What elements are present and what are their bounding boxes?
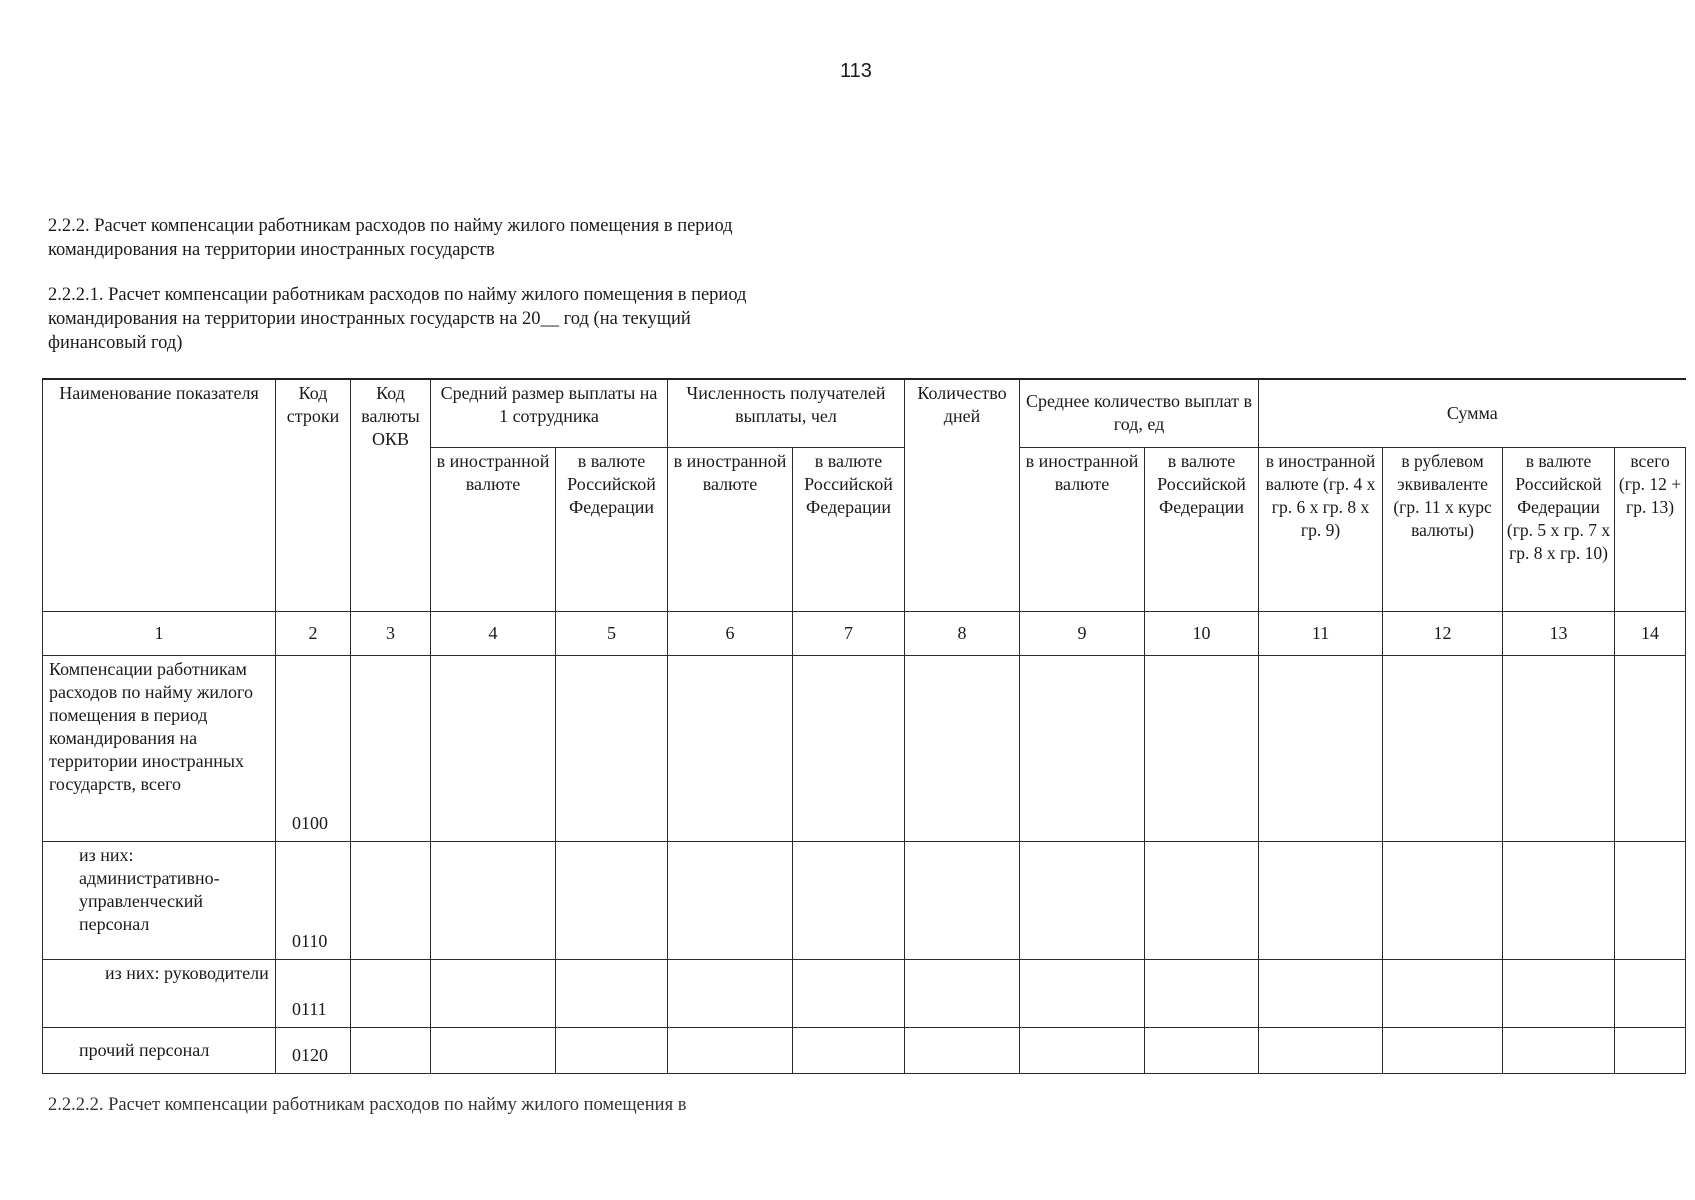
table-cell[interactable] [1615,1027,1686,1073]
table-cell[interactable] [668,842,793,959]
table-cell[interactable] [351,959,431,1027]
table-cell[interactable] [793,656,905,842]
table-cell[interactable] [1503,1027,1615,1073]
table-cell[interactable] [1259,842,1383,959]
header-count-foreign: в иностранной валюте [1020,447,1145,612]
header-avg-count: Среднее количество выплат в год, ед [1020,379,1259,447]
column-number: 11 [1259,612,1383,656]
row-name: из них: административно-управленческий персонал [43,842,276,959]
header-days: Количество дней [905,379,1020,612]
column-number: 9 [1020,612,1145,656]
header-currency-code: Код валюты ОКВ [351,379,431,612]
table-cell[interactable] [1020,656,1145,842]
column-number: 12 [1383,612,1503,656]
row-name: из них: руководители [43,959,276,1027]
column-number: 8 [905,612,1020,656]
header-recip-rf: в валюте Российской Федерации [793,447,905,612]
header-count-rf: в валюте Российской Федерации [1145,447,1259,612]
table-cell[interactable] [1383,959,1503,1027]
table-cell[interactable] [1145,842,1259,959]
table-cell[interactable] [668,656,793,842]
header-sum-foreign: в иностранной валюте (гр. 4 х гр. 6 х гр. 8 х гр. 9) [1259,447,1383,612]
row-code: 0111 [276,959,351,1027]
column-number: 7 [793,612,905,656]
table-cell[interactable] [431,656,556,842]
header-sum: Сумма [1259,379,1686,447]
table-cell[interactable] [1503,842,1615,959]
table-cell[interactable] [1503,959,1615,1027]
table-cell[interactable] [431,842,556,959]
next-subsection-heading: 2.2.2.2. Расчет компенсации работникам расходов по найму жилого помещения в [48,1095,687,1115]
row-code: 0110 [276,842,351,959]
table-cell[interactable] [1259,656,1383,842]
column-number: 1 [43,612,276,656]
table-cell[interactable] [431,1027,556,1073]
column-number: 2 [276,612,351,656]
column-number: 13 [1503,612,1615,656]
header-name: Наименование показателя [43,379,276,612]
table-cell[interactable] [1383,1027,1503,1073]
column-number: 14 [1615,612,1686,656]
column-number: 4 [431,612,556,656]
table-cell[interactable] [1615,842,1686,959]
table-cell[interactable] [1145,959,1259,1027]
table-cell[interactable] [1145,656,1259,842]
page-number: 113 [840,60,872,82]
compensation-table [42,378,1686,1074]
table-cell[interactable] [793,1027,905,1073]
table-cell[interactable] [905,656,1020,842]
header-recip-foreign: в иностранной валюте [668,447,793,612]
table-cell[interactable] [556,959,668,1027]
table-cell[interactable] [1615,656,1686,842]
table-cell[interactable] [1503,656,1615,842]
table-cell[interactable] [1615,959,1686,1027]
row-code: 0120 [276,1027,351,1073]
header-recipients: Численность получателей выплаты, чел [668,379,905,447]
table-cell[interactable] [351,1027,431,1073]
table-cell[interactable] [431,959,556,1027]
table-cell[interactable] [1259,959,1383,1027]
table-cell[interactable] [668,1027,793,1073]
header-sum-rub-equiv: в рублевом эквиваленте (гр. 11 х курс валюты) [1383,447,1503,612]
column-number: 10 [1145,612,1259,656]
table-cell[interactable] [1259,1027,1383,1073]
table-cell[interactable] [556,1027,668,1073]
table-cell[interactable] [351,842,431,959]
header-avg-rf: в валюте Российской Федерации [556,447,668,612]
table-cell[interactable] [668,959,793,1027]
table-cell[interactable] [1020,1027,1145,1073]
table-cell[interactable] [351,656,431,842]
table-cell[interactable] [556,656,668,842]
table-cell[interactable] [1383,842,1503,959]
column-number: 6 [668,612,793,656]
table-cell[interactable] [556,842,668,959]
table-cell[interactable] [905,842,1020,959]
table-cell[interactable] [1383,656,1503,842]
header-avg-payment: Средний размер выплаты на 1 сотрудника [431,379,668,447]
table-cell[interactable] [1020,959,1145,1027]
row-name: прочий персонал [43,1027,276,1073]
row-name: Компенсации работникам расходов по найму жилого помещения в период командирования на территории иностранных государств, всего [43,656,276,842]
table-cell[interactable] [1020,842,1145,959]
header-sum-total: всего (гр. 12 + гр. 13) [1615,447,1686,612]
table-cell[interactable] [793,842,905,959]
subsection-heading: 2.2.2.1. Расчет компенсации работникам расходов по найму жилого помещения в период командирования на территории иностранных государств на 20__ год (на текущий финансовый год) [48,285,747,353]
header-avg-foreign: в иностранной валюте [431,447,556,612]
table-cell[interactable] [905,959,1020,1027]
header-sum-rf: в валюте Российской Федерации (гр. 5 х гр. 7 х гр. 8 х гр. 10) [1503,447,1615,612]
column-number: 5 [556,612,668,656]
table-cell[interactable] [1145,1027,1259,1073]
header-line-code: Код строки [276,379,351,612]
section-heading: 2.2.2. Расчет компенсации работникам расходов по найму жилого помещения в период командирования на территории иностранных государств [48,216,733,260]
column-number: 3 [351,612,431,656]
row-code: 0100 [276,656,351,842]
table-cell[interactable] [793,959,905,1027]
table-cell[interactable] [905,1027,1020,1073]
